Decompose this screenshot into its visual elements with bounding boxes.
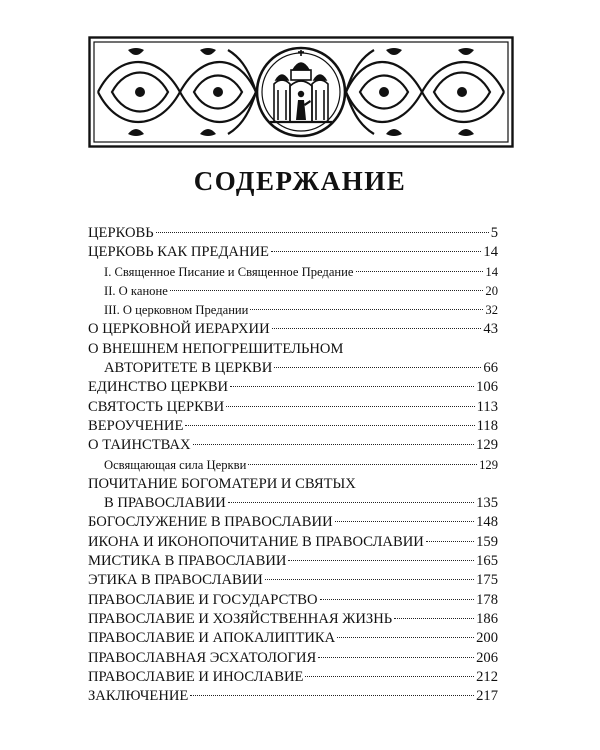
- toc-entry-page: 43: [483, 321, 498, 338]
- dot-leader: [356, 271, 484, 272]
- toc-entry-label: ПРАВОСЛАВИЕ И ИНОСЛАВИЕ: [88, 668, 304, 685]
- toc-entry[interactable]: [88, 533, 498, 552]
- toc-entry-label: ЭТИКА В ПРАВОСЛАВИИ: [88, 572, 263, 589]
- toc-entry-page: 159: [476, 533, 498, 550]
- toc-entry[interactable]: [88, 417, 498, 436]
- toc-entry-label: ВЕРОУЧЕНИЕ: [88, 417, 184, 434]
- toc-entry-label: АВТОРИТЕТЕ В ЦЕРКВИ: [104, 360, 273, 377]
- toc-entry-page: 113: [476, 398, 498, 415]
- toc-entry-page: 175: [476, 572, 498, 589]
- toc-entry-label: ПРАВОСЛАВИЕ И ГОСУДАРСТВО: [88, 591, 318, 608]
- toc-entry-label: ПРАВОСЛАВИЕ И ХОЗЯЙСТВЕННАЯ ЖИЗНЬ: [88, 610, 393, 627]
- dot-leader: [337, 637, 474, 638]
- toc-entry-page: 178: [476, 591, 498, 608]
- toc-entry-page: 135: [476, 495, 498, 512]
- toc-entry-label: ПРАВОСЛАВИЕ И АПОКАЛИПТИКА: [88, 630, 336, 647]
- page-title: СОДЕРЖАНИЕ: [193, 166, 407, 196]
- dot-leader: [271, 251, 481, 252]
- toc-entry[interactable]: [88, 687, 498, 706]
- dot-leader: [272, 328, 482, 329]
- toc-entry[interactable]: [88, 610, 498, 629]
- toc-entry-label: III. О церковном Предании: [104, 303, 249, 318]
- toc-entry[interactable]: [88, 591, 498, 610]
- dot-leader: [156, 232, 489, 233]
- dot-leader: [228, 502, 474, 503]
- toc-entry[interactable]: [88, 320, 498, 339]
- toc-entry-label: МИСТИКА В ПРАВОСЛАВИИ: [88, 553, 287, 570]
- toc-entry[interactable]: [88, 552, 498, 571]
- dot-leader: [335, 521, 474, 522]
- toc-entry-page: 206: [476, 649, 498, 666]
- toc-entry-label: СВЯТОСТЬ ЦЕРКВИ: [88, 398, 225, 415]
- toc-entry-page: 212: [476, 668, 498, 685]
- toc-entry-label: II. О каноне: [104, 283, 168, 298]
- toc-entry-page: 186: [476, 610, 498, 627]
- dot-leader: [320, 599, 475, 600]
- toc-entry-continuation: [88, 359, 498, 378]
- toc-entry-page: 165: [476, 553, 498, 570]
- dot-leader: [190, 695, 474, 696]
- toc-entry[interactable]: [88, 629, 498, 648]
- toc-entry-multiline[interactable]: [88, 340, 498, 379]
- toc-entry-label: ЦЕРКОВЬ КАК ПРЕДАНИЕ: [88, 244, 269, 261]
- toc-subentry[interactable]: [88, 301, 498, 320]
- dot-leader: [288, 560, 474, 561]
- dot-leader: [226, 406, 474, 407]
- header-ornament: [88, 36, 514, 148]
- toc-entry-label: ЦЕРКОВЬ: [88, 225, 154, 241]
- toc-entry[interactable]: [88, 436, 498, 455]
- toc-entry[interactable]: [88, 243, 498, 262]
- dot-leader: [170, 290, 484, 291]
- toc-entry-page: 5: [490, 225, 498, 241]
- dot-leader: [193, 444, 475, 445]
- dot-leader: [426, 541, 474, 542]
- toc-entry-label-line1: ПОЧИТАНИЕ БОГОМАТЕРИ И СВЯТЫХ: [88, 475, 356, 492]
- toc-entry-page: 20: [485, 283, 498, 298]
- toc-entry-page: 106: [476, 379, 498, 396]
- toc-entry[interactable]: [88, 668, 498, 687]
- toc-subentry[interactable]: [88, 456, 498, 475]
- toc-entry-page: 148: [476, 514, 498, 531]
- dot-leader: [394, 618, 474, 619]
- toc-entry-label: В ПРАВОСЛАВИИ: [104, 495, 226, 512]
- toc-entry-page: 129: [479, 457, 498, 472]
- toc-entry-label: ЕДИНСТВО ЦЕРКВИ: [88, 379, 229, 396]
- toc-entry-page: 200: [476, 630, 498, 647]
- toc-subentry[interactable]: [88, 282, 498, 301]
- toc-entry-page: 129: [476, 437, 498, 454]
- toc-entry-continuation: [88, 494, 498, 513]
- church-ornament-icon: [88, 36, 514, 148]
- toc-entry-label: О ЦЕРКОВНОЙ ИЕРАРХИИ: [88, 321, 270, 338]
- dot-leader: [318, 657, 474, 658]
- toc-entry-label: I. Священное Писание и Священное Предание: [104, 264, 354, 279]
- toc-entry-page: 66: [483, 360, 498, 377]
- toc-entry-label: БОГОСЛУЖЕНИЕ В ПРАВОСЛАВИИ: [88, 514, 333, 531]
- toc-entry[interactable]: [88, 398, 498, 417]
- toc-entry-label: Освящающая сила Церкви: [104, 457, 247, 472]
- toc-entry[interactable]: [88, 513, 498, 532]
- dot-leader: [248, 464, 477, 465]
- dot-leader: [274, 367, 481, 368]
- dot-leader: [265, 579, 474, 580]
- dot-leader: [230, 386, 474, 387]
- toc-entry-page: 118: [476, 417, 498, 434]
- toc-entry-label: О ТАИНСТВАХ: [88, 437, 191, 454]
- toc-entry-page: 32: [485, 303, 498, 318]
- toc-entry-label: ЗАКЛЮЧЕНИЕ: [88, 688, 189, 705]
- dot-leader: [305, 676, 474, 677]
- toc-entry[interactable]: [88, 224, 498, 243]
- toc-entry-page: 217: [476, 688, 498, 705]
- toc-entry[interactable]: [88, 571, 498, 590]
- toc-subentry[interactable]: [88, 263, 498, 282]
- toc-entry-label: ИКОНА И ИКОНОПОЧИТАНИЕ В ПРАВОСЛАВИИ: [88, 533, 424, 550]
- table-of-contents: [88, 224, 498, 706]
- toc-entry-page: 14: [483, 244, 498, 261]
- toc-entry[interactable]: [88, 649, 498, 668]
- toc-entry-label: ПРАВОСЛАВНАЯ ЭСХАТОЛОГИЯ: [88, 649, 317, 666]
- toc-entry-multiline[interactable]: [88, 475, 498, 514]
- dot-leader: [250, 309, 483, 310]
- toc-entry[interactable]: [88, 378, 498, 397]
- toc-entry-page: 14: [485, 264, 498, 279]
- toc-entry-label-line1: О ВНЕШНЕМ НЕПОГРЕШИТЕЛЬНОМ: [88, 340, 344, 357]
- dot-leader: [185, 425, 474, 426]
